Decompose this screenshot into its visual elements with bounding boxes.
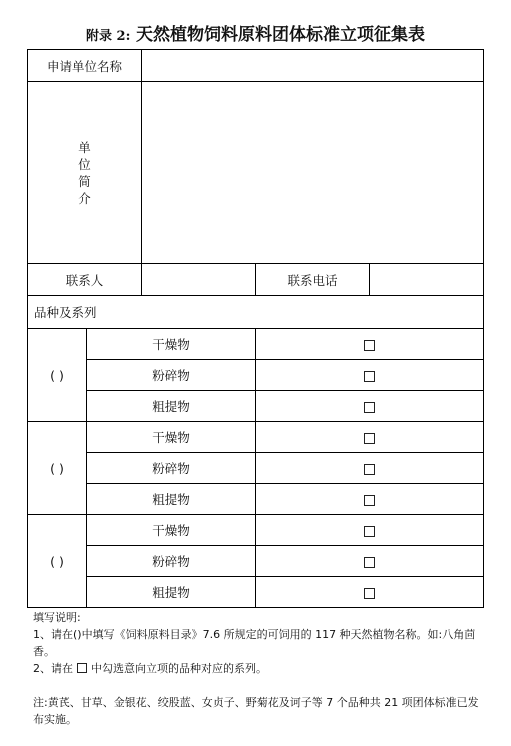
fill-instructions: [33, 609, 488, 728]
checkbox-icon[interactable]: [364, 340, 375, 351]
contact-field[interactable]: [142, 264, 256, 296]
checkbox-icon[interactable]: [364, 402, 375, 413]
series-checkbox[interactable]: [256, 422, 484, 453]
phone-field[interactable]: [370, 264, 484, 296]
intro-label: 单 位 简 介: [28, 82, 142, 264]
application-form: [27, 49, 484, 608]
instruction-item: 2、请在 中勾选意向立项的品种对应的系列。: [33, 662, 267, 675]
checkbox-icon[interactable]: [364, 371, 375, 382]
series-checkbox[interactable]: [256, 577, 484, 608]
checkbox-icon: [77, 663, 87, 673]
phone-label: 联系电话: [256, 264, 370, 296]
checkbox-icon[interactable]: [364, 495, 375, 506]
checkbox-icon[interactable]: [364, 557, 375, 568]
contact-label: 联系人: [28, 264, 142, 296]
series-label: 粉碎物: [87, 360, 256, 391]
series-checkbox[interactable]: [256, 546, 484, 577]
footnote: 注:黄芪、甘草、金银花、绞股蓝、女贞子、野菊花及诃子等 7 个品种共 21 项团体标准已发布实施。: [33, 696, 479, 726]
applicant-field[interactable]: [142, 50, 484, 82]
intro-field[interactable]: [142, 82, 484, 264]
series-label: 粉碎物: [87, 453, 256, 484]
series-checkbox[interactable]: [256, 391, 484, 422]
series-checkbox[interactable]: [256, 484, 484, 515]
series-label: 干燥物: [87, 515, 256, 546]
series-checkbox[interactable]: [256, 360, 484, 391]
form-title: 天然植物饲料原料团体标准立项征集表: [135, 25, 425, 45]
instructions-heading: 填写说明:: [33, 611, 81, 624]
checkbox-icon[interactable]: [364, 464, 375, 475]
variety-name-field[interactable]: ( ): [28, 329, 87, 422]
page-title: [0, 20, 511, 45]
series-checkbox[interactable]: [256, 515, 484, 546]
variety-name-field[interactable]: ( ): [28, 422, 87, 515]
checkbox-icon[interactable]: [364, 588, 375, 599]
series-label: 粗提物: [87, 577, 256, 608]
variety-name-field[interactable]: ( ): [28, 515, 87, 608]
series-label: 干燥物: [87, 422, 256, 453]
series-label: 粗提物: [87, 391, 256, 422]
applicant-label: 申请单位名称: [28, 50, 142, 82]
series-label: 干燥物: [87, 329, 256, 360]
series-label: 粗提物: [87, 484, 256, 515]
series-label: 粉碎物: [87, 546, 256, 577]
appendix-label: 附录 2:: [86, 29, 131, 44]
checkbox-icon[interactable]: [364, 526, 375, 537]
instruction-item: 1、请在()中填写《饲料原料目录》7.6 所规定的可饲用的 117 种天然植物名称。如:八角茴香。: [33, 628, 476, 658]
checkbox-icon[interactable]: [364, 433, 375, 444]
variety-label: 品种及系列: [28, 296, 484, 329]
series-checkbox[interactable]: [256, 453, 484, 484]
series-checkbox[interactable]: [256, 329, 484, 360]
